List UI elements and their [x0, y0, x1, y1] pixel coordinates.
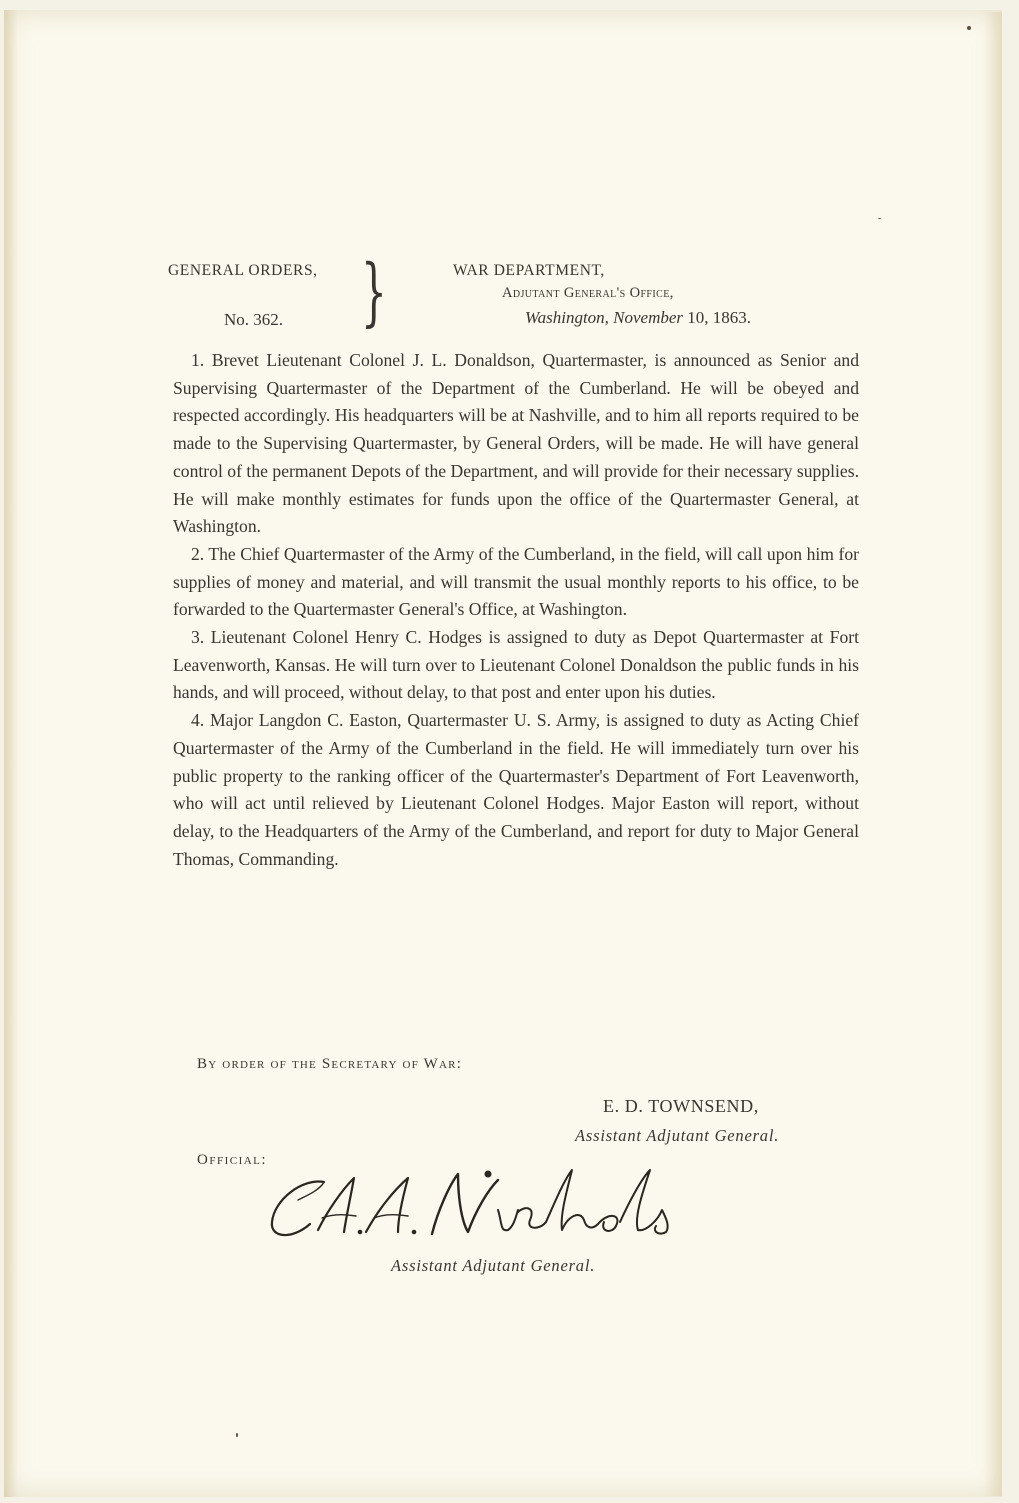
paragraph-1: 1. Brevet Lieutenant Colonel J. L. Donaldson, Quartermaster, is announced as Senior and Supervising Quartermaster of the Department of the Cumberland. He will be obeyed and respected accordingly. His headquarters will be at Nashville, and to him all reports required to be made to the Supervising Quartermaster, by General Orders, will be made. He will have general control of the permanent Depots of the Department, and will provide for their necessary supplies. He will make monthly estimates for funds upon the office of the Quartermaster General, at Washington. [173, 350, 859, 537]
order-body [173, 347, 859, 873]
office-heading: Adjutant General's Office, [502, 285, 674, 301]
signer-name: E. D. TOWNSEND, [603, 1096, 759, 1116]
official-label: Official: [197, 1152, 268, 1168]
paper-speck [878, 218, 881, 219]
handwritten-signature [262, 1160, 682, 1250]
paragraph-4: 4. Major Langdon C. Easton, Quartermaster U. S. Army, is assigned to duty as Acting Chief Quartermaster of the Army of the Cumberland in the field. He will immediately turn over his public property to the ranking officer of the Quartermaster's Department of Fort Leavenworth, who will act until relieved by Lieutenant Colonel Hodges. Major Easton will report, without delay, to the Headquarters of the Army of the Cumberland, and report for duty to Major General Thomas, Commanding. [173, 710, 859, 869]
paragraph-3: 3. Lieutenant Colonel Henry C. Hodges is assigned to duty as Depot Quartermaster at Fort Leavenworth, Kansas. He will turn over to Lieutenant Colonel Donaldson the public funds in his hands, and will proceed, without delay, to that post and enter upon his duties. [173, 627, 859, 703]
date-day-year: 10, 1863. [687, 308, 752, 327]
signer-title: Assistant Adjutant General. [575, 1126, 780, 1145]
by-order-line: By order of the Secretary of War: [197, 1056, 463, 1072]
paragraph-2: 2. The Chief Quartermaster of the Army of the Cumberland, in the field, will call upon him for supplies of money and material, and will transmit the usual monthly reports to his office, to be forwarded to the Quartermaster General's Office, at Washington. [173, 543, 859, 620]
paper-speck [236, 1433, 238, 1437]
order-number: No. 362. [224, 310, 284, 329]
place-name: Washington, [525, 308, 609, 327]
date-month: November [613, 308, 684, 327]
department-heading: WAR DEPARTMENT, [453, 262, 605, 279]
general-orders-heading: GENERAL ORDERS, [168, 262, 318, 279]
paper-right-shadow [984, 12, 1002, 1496]
paper-speck [967, 26, 971, 30]
header-brace: } [361, 249, 387, 335]
second-signer-title: Assistant Adjutant General. [391, 1256, 596, 1275]
place-date-line [525, 308, 751, 328]
paper-left-shadow [4, 10, 18, 1497]
